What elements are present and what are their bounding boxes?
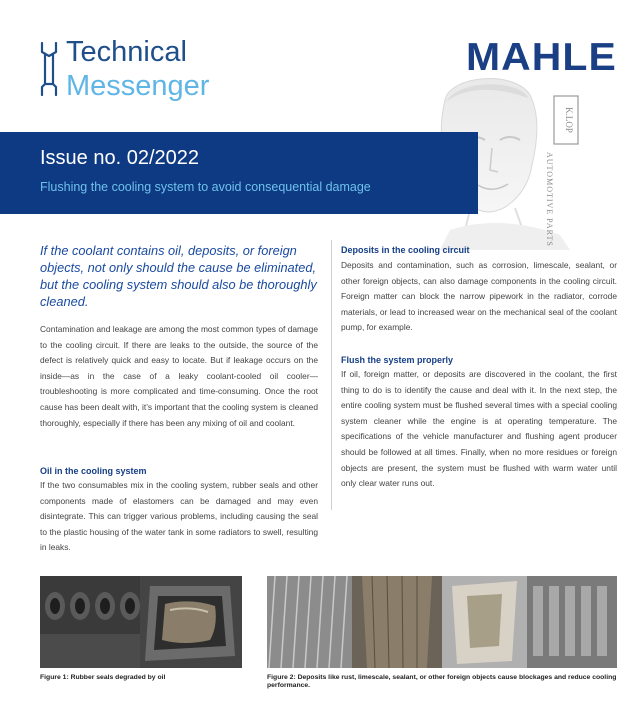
mahle-logo: MAHLE: [466, 36, 617, 79]
column-divider: [331, 240, 332, 510]
figure-1-photo: [40, 576, 242, 668]
figure-2-caption: Figure 2: Deposits like rust, limescale, sealant, or other foreign objects cause blockages and reduce cooling performance.: [267, 674, 617, 689]
section-heading-oil: Oil in the cooling system: [40, 466, 147, 476]
lead-paragraph: If the coolant contains oil, deposits, or foreign objects, not only should the cause be eliminated, but the cooling system should also be thoroughly cleaned.: [40, 243, 317, 309]
issue-number: Issue no. 02/2022: [40, 147, 200, 169]
issue-banner: [0, 132, 478, 214]
section-heading-flush: Flush the system properly: [341, 355, 454, 365]
oil-paragraph: If the two consumables mix in the cooling system, rubber seals and other components made of elastomers can be damaged and may even disintegrate. This can trigger various problems, including causing the seal to the plastic housing of the water tank in some radiators to swell, resulting in leaks.: [40, 480, 318, 553]
publication-subtitle: Messenger: [66, 70, 210, 102]
figure-1-caption: Figure 1: Rubber seals degraded by oil: [40, 674, 166, 681]
flush-paragraph: If oil, foreign matter, or deposits are discovered in the coolant, the first thing to do is to identify the cause and deal with it. In the next step, the entire cooling system must be flushed several times with a special cooling system cleaner while the engine is at operating temperature. The specifications of the vehicle manufacturer and flushing agent producer should be followed at all times. Finally, when no more residues or foreign objects are present, the system must be flushed with warm water until only clear water runs out.: [341, 369, 617, 489]
deposits-paragraph: Deposits and contamination, such as corrosion, limescale, sealant, or other foreign objects, can also damage components in the cooling circuit. Foreign matter can block the narrow pipework in the radiator, corrode materials, or lead to increased wear on the mechanical seal of the coolant pump, for example.: [341, 260, 617, 333]
wrench-icon: [36, 40, 62, 98]
stamp-logo: [553, 95, 579, 145]
issue-subtitle: Flushing the cooling system to avoid consequential damage: [40, 180, 371, 194]
figure-2-photo: [267, 576, 617, 668]
publication-title: Technical: [66, 36, 187, 68]
section-heading-deposits: Deposits in the cooling circuit: [341, 245, 470, 255]
svg-text:K.LOP: K.LOP: [564, 107, 574, 133]
intro-paragraph: Contamination and leakage are among the most common types of damage to the cooling circuit. If there are leaks to the outside, the source of the defect is relatively quick and easy to locate. But if leakage occurs on the inside—as in the case of a leaky coolant-cooled oil cooler—troubleshooting is more complicated and time-consuming. Once the root cause has been dealt with, it’s important that the cooling system is cleaned thoroughly, especially if there has been any mixing of oil and coolant.: [40, 324, 318, 428]
stamp-caption: AUTOMOTIVE PARTS: [545, 152, 554, 247]
